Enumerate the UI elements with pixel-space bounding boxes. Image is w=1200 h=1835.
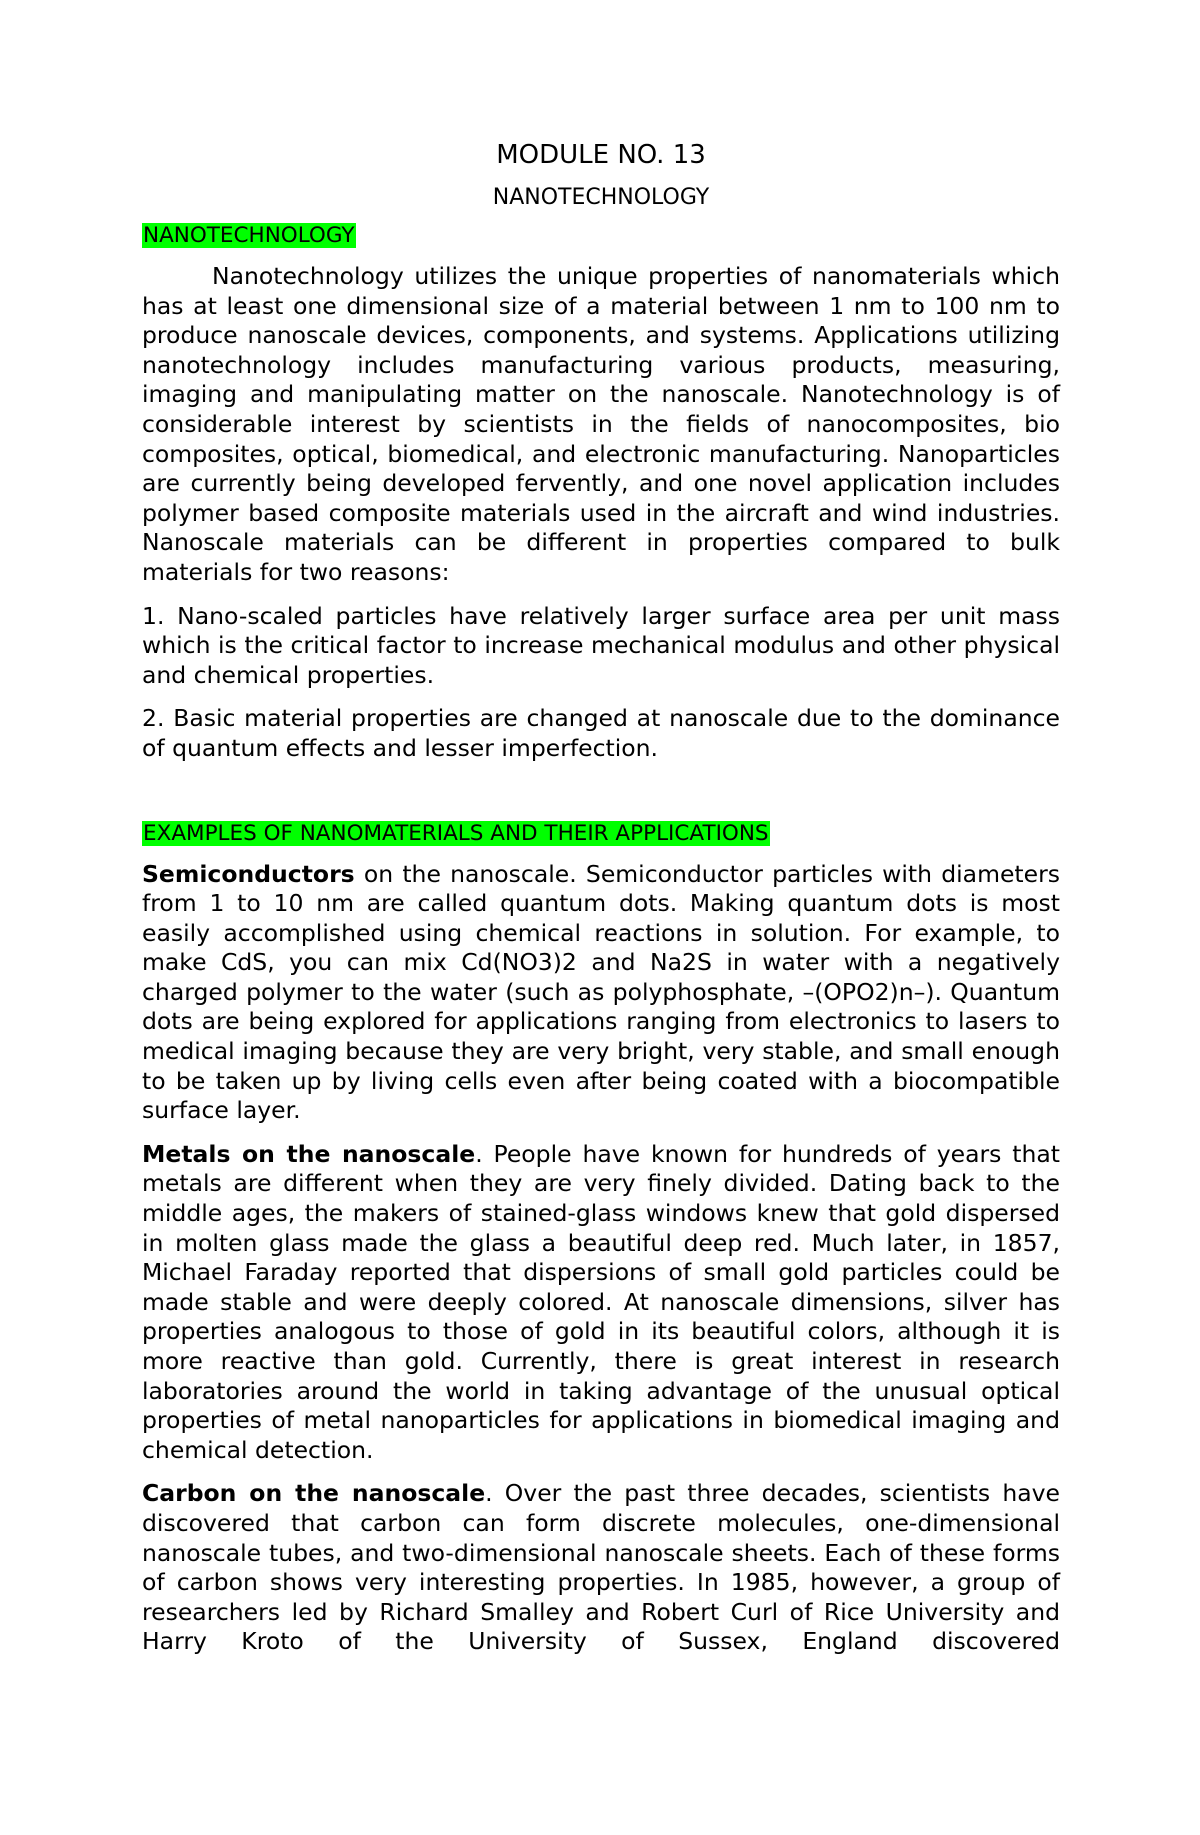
reason-item-1: 1. Nano-scaled particles have relatively larger surface area per unit mass which is the critical factor to increase mechanical modulus and other physical and chemical properties. xyxy=(142,601,1060,689)
section-heading-examples xyxy=(142,820,1060,848)
text-carbon: . Over the past three decades, scientists have discovered that carbon can form discrete molecules, one-dimensional nanoscale tubes, and two-dimensional nanoscale sheets. Each of these forms of carbon shows very interesting properties. In 1985, however, a group of researchers led by Richard Smalley and Robert Curl of Rice University and Harry Kroto of the University of Sussex, England discovered xyxy=(142,1479,1060,1656)
paragraph-metals xyxy=(142,1140,1060,1466)
term-semiconductors: Semiconductors xyxy=(142,859,355,888)
paragraph-semiconductors xyxy=(142,860,1060,1126)
document-body xyxy=(142,138,1060,1671)
paragraph-carbon xyxy=(142,1479,1060,1657)
module-title: MODULE NO. 13 xyxy=(496,140,706,170)
intro-paragraph: Nanotechnology utilizes the unique properties of nanomaterials which has at least one dimensional size of a material between 1 nm to 100 nm to produce nanoscale devices, components, and systems. Applications utilizing nanotechnology includes manufacturing various products, measuring, imaging and manipulating matter on the nanoscale. Nanotechnology is of considerable interest by scientists in the fields of nanocomposites, bio composites, optical, biomedical, and electronic manufacturing. Nanoparticles are currently being developed fervently, and one novel application includes polymer based composite materials used in the aircraft and wind industries. Nanoscale materials can be different in properties compared to bulk materials for two reasons: xyxy=(142,262,1060,586)
section-heading-nanotechnology xyxy=(142,222,1060,250)
term-carbon: Carbon on the nanoscale xyxy=(142,1479,486,1508)
term-metals: Metals on the nanoscale xyxy=(142,1139,476,1168)
text-semiconductors: on the nanoscale. Semiconductor particles with diameters from 1 to 10 nm are called quantum dots. Making quantum dots is most easily accomplished using chemical reactions in solution. For example, to make CdS, you can mix Cd(NO3)2 and Na2S in water with a negatively charged polymer to the water (such as polyphosphate, –(OPO2)n–). Quantum dots are being explored for applications ranging from electronics to lasers to medical imaging because they are very bright, very stable, and small enough to be taken up by living cells even after being coated with a biocompatible surface layer. xyxy=(142,859,1060,1125)
section-spacer xyxy=(142,778,1060,820)
highlighted-heading: EXAMPLES OF NANOMATERIALS AND THEIR APPLICATIONS xyxy=(143,820,769,846)
reason-item-2: 2. Basic material properties are changed at nanoscale due to the dominance of quantum effects and lesser imperfection. xyxy=(142,704,1060,762)
text-metals: . People have known for hundreds of years that metals are different when they are very finely divided. Dating back to the middle ages, the makers of stained-glass windows knew that gold dispersed in molten glass made the glass a beautiful deep red. Much later, in 1857, Michael Faraday reported that dispersions of small gold particles could be made stable and were deeply colored. At nanoscale dimensions, silver has properties analogous to those of gold in its beautiful colors, although it is more reactive than gold. Currently, there is great interest in research laboratories around the world in taking advantage of the unusual optical properties of metal nanoparticles for applications in biomedical imaging and chemical detection. xyxy=(142,1139,1060,1464)
highlighted-heading: NANOTECHNOLOGY xyxy=(143,223,355,248)
module-subtitle: NANOTECHNOLOGY xyxy=(492,185,710,210)
